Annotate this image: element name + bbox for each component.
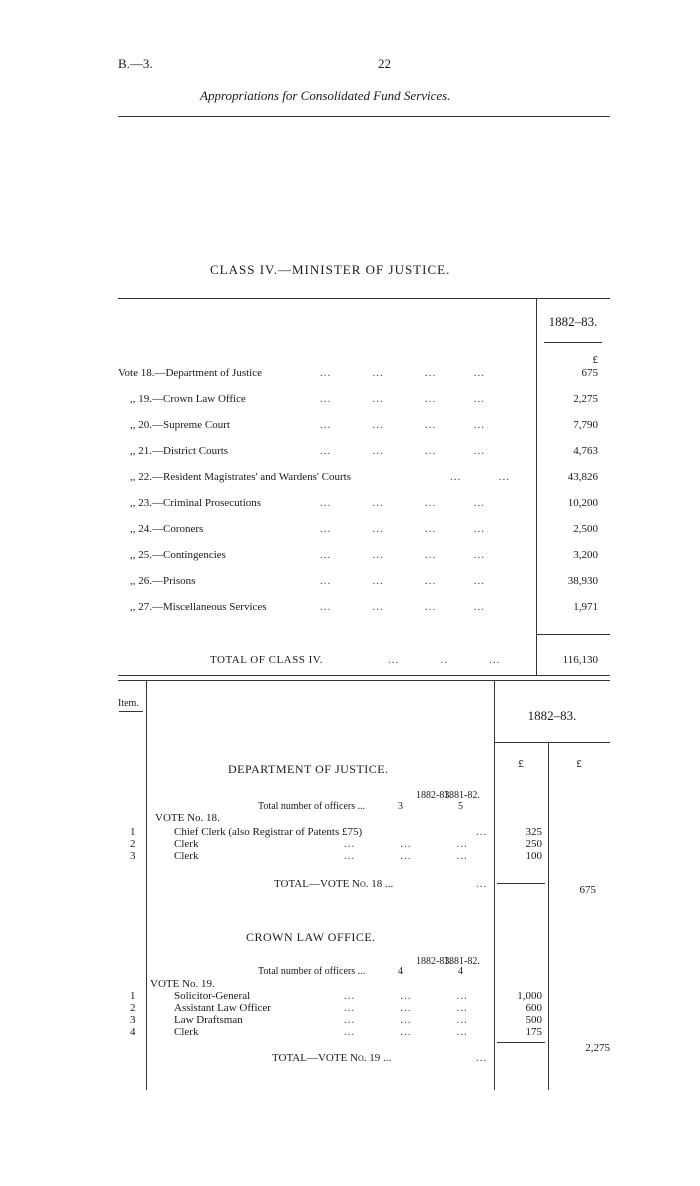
officers-year: 1881-82. (444, 956, 480, 967)
item-number: 2 (130, 1002, 136, 1014)
item-header: Item. (118, 698, 139, 709)
section-title: CROWN LAW OFFICE. (246, 930, 376, 944)
leader-dots: ... ... ... (344, 850, 468, 862)
item-label: Assistant Law Officer (174, 1002, 271, 1014)
item-label: Clerk (174, 838, 199, 850)
leader-dots: ... ... ... ... (320, 419, 485, 431)
item-amount: 250 (525, 838, 542, 850)
leader-dots: ... (476, 1052, 488, 1064)
detail-year: 1882–83. (527, 708, 577, 723)
officers-count: 5 (458, 801, 463, 812)
leader-dots: ... ... ... (344, 1014, 468, 1026)
item-amount: 600 (525, 1002, 542, 1014)
item-label: Law Draftsman (174, 1014, 243, 1026)
item-number: 1 (130, 826, 136, 838)
officers-label: Total number of officers ... (258, 801, 366, 812)
page-subtitle: Appropriations for Consolidated Fund Services. (200, 88, 451, 103)
item-label: Clerk (174, 1026, 199, 1038)
leader-dots: ... ... ... (344, 838, 468, 850)
vote-total-label: TOTAL—VOTE No. 19 ... (272, 1052, 392, 1064)
summary-row-label: Vote 18.—Department of Justice (118, 367, 262, 379)
page-number: 22 (378, 56, 391, 71)
leader-dots: ... ... ... (344, 1002, 468, 1014)
leader-dots: ... ... ... ... (320, 445, 485, 457)
header-rule (118, 116, 610, 117)
officers-count: 4 (398, 966, 403, 977)
item-number: 2 (130, 838, 136, 850)
leader-dots: ... (476, 878, 488, 890)
summary-row-amount: 7,790 (573, 419, 598, 431)
section-title: DEPARTMENT OF JUSTICE. (228, 762, 389, 776)
leader-dots: ... .. ... (388, 654, 501, 666)
leader-dots: ... (476, 826, 488, 838)
detail-top-rule-2 (118, 680, 610, 681)
item-amount: 1,000 (517, 990, 542, 1002)
summary-row-amount: 2,275 (573, 393, 598, 405)
class-title: CLASS IV.—MINISTER OF JUSTICE. (210, 262, 451, 277)
item-label: Solicitor-General (174, 990, 251, 1002)
summary-row-label: ,, 19.—Crown Law Office (130, 393, 246, 405)
item-amount: 325 (525, 826, 542, 838)
vote-total-rule (497, 1042, 545, 1043)
leader-dots: ... ... ... ... (320, 497, 485, 509)
amount-split-rule (548, 742, 549, 1090)
leader-dots: ... ... ... ... (320, 523, 485, 535)
item-header-rule (119, 711, 143, 712)
item-column-rule (146, 680, 147, 1090)
summary-row-label: ,, 27.—Miscellaneous Services (130, 601, 267, 613)
item-label: Clerk (174, 850, 199, 862)
leader-dots: ... ... ... ... (320, 601, 485, 613)
summary-total-rule (536, 634, 610, 635)
summary-row-label: ,, 20.—Supreme Court (130, 419, 230, 431)
item-number: 3 (130, 1014, 136, 1026)
summary-row-label: ,, 26.—Prisons (130, 575, 196, 587)
summary-row-label: ,, 23.—Criminal Prosecutions (130, 497, 262, 509)
officers-year: 1881-82. (444, 790, 480, 801)
summary-row-amount: 4,763 (573, 445, 598, 457)
summary-row-label: ,, 25.—Contingencies (130, 549, 226, 561)
document-code: B.—3. (118, 56, 153, 71)
summary-row-amount: 675 (581, 367, 598, 379)
vote-total-amount: 2,275 (585, 1042, 610, 1054)
summary-total-amount: 116,130 (562, 654, 598, 666)
item-label: Chief Clerk (also Registrar of Patents £75) (174, 826, 363, 838)
summary-row-amount: 2,500 (573, 523, 598, 535)
detail-currency-1: £ (518, 758, 524, 770)
leader-dots: ... ... ... (344, 990, 468, 1002)
vote-total-amount: 675 (579, 884, 596, 896)
detail-currency-2: £ (576, 758, 582, 770)
officers-count: 3 (398, 801, 403, 812)
item-number: 4 (130, 1026, 136, 1038)
detail-top-rule (118, 675, 610, 676)
officers-year: 1882-83. (416, 956, 452, 967)
officers-year: 1882-83. (416, 790, 452, 801)
summary-row-label: ,, 22.—Resident Magistrates' and Wardens' Courts (130, 471, 352, 483)
leader-dots: ... ... ... ... (320, 549, 485, 561)
officers-count: 4 (458, 966, 463, 977)
item-amount: 500 (525, 1014, 542, 1026)
vote-label: VOTE No. 18. (155, 812, 220, 824)
item-number: 3 (130, 850, 136, 862)
summary-total-label: TOTAL OF CLASS IV. (210, 654, 324, 666)
summary-row-label: ,, 24.—Coroners (130, 523, 204, 535)
vote-total-rule (497, 883, 545, 884)
leader-dots: ... ... ... ... (320, 393, 485, 405)
summary-row-amount: 10,200 (567, 497, 598, 509)
vote-total-label: TOTAL—VOTE No. 18 ... (274, 878, 394, 890)
summary-year-rule (544, 342, 602, 343)
detail-year-rule (494, 742, 610, 743)
summary-row-label: ,, 21.—District Courts (130, 445, 229, 457)
summary-currency: £ (592, 354, 598, 366)
summary-row-amount: 43,826 (567, 471, 598, 483)
vote-label: VOTE No. 19. (150, 978, 215, 990)
summary-row-amount: 3,200 (573, 549, 598, 561)
item-number: 1 (130, 990, 136, 1002)
leader-dots: ... ... ... ... (320, 575, 485, 587)
leader-dots: ... ... ... ... (320, 367, 485, 379)
summary-year: 1882–83. (548, 314, 598, 329)
item-amount: 100 (525, 850, 542, 862)
officers-label: Total number of officers ... (258, 966, 366, 977)
summary-row-amount: 1,971 (573, 601, 598, 613)
leader-dots: ... ... (450, 471, 510, 483)
leader-dots: ... ... ... (344, 1026, 468, 1038)
item-amount: 175 (525, 1026, 542, 1038)
summary-row-amount: 38,930 (567, 575, 598, 587)
